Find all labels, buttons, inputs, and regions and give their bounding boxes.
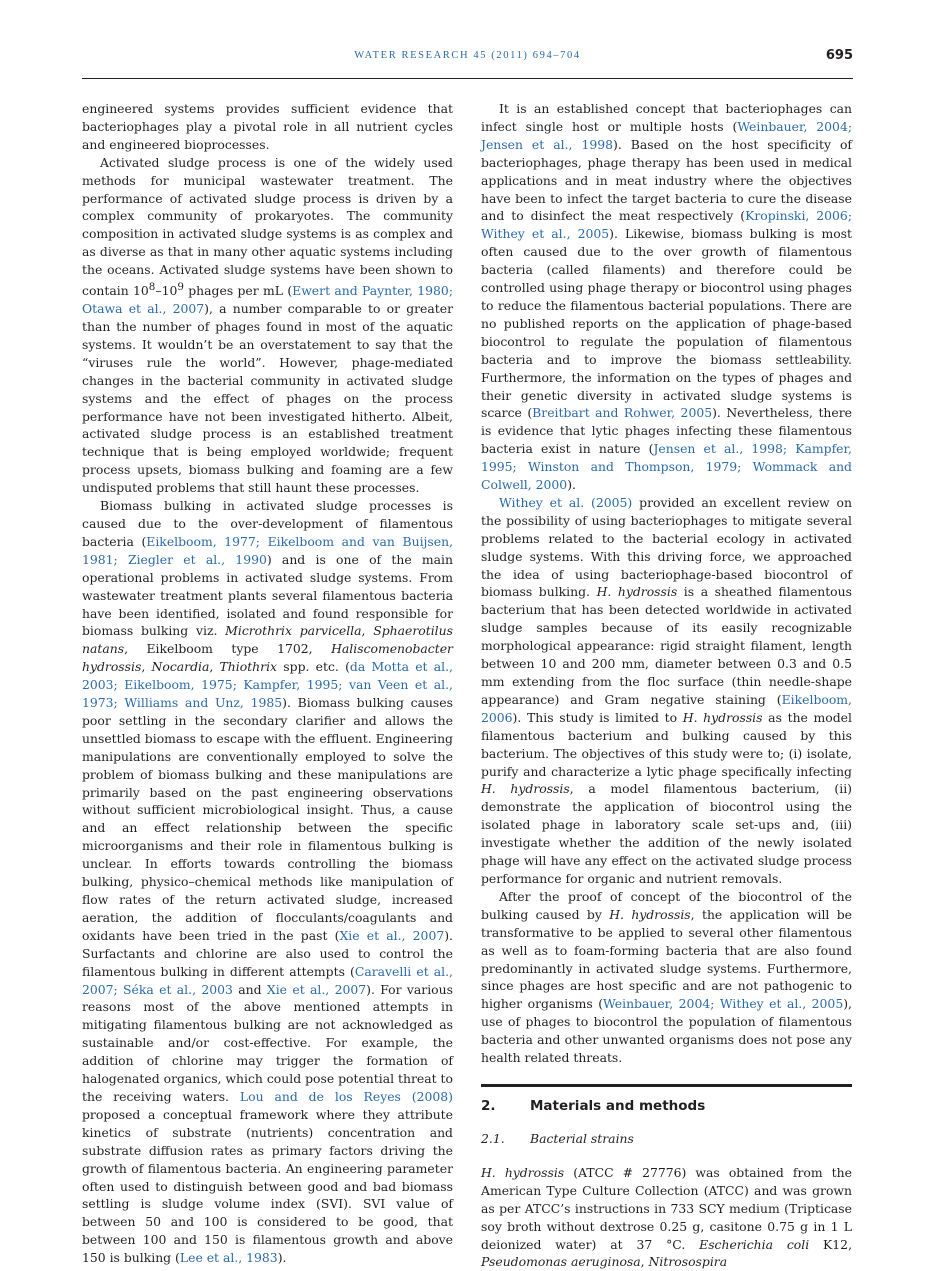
- paragraph: [82, 154, 453, 497]
- text-run: Activated sludge process is one of the widely used methods for municipal wastewater treatment. The performance of activated sludge process is driven by a complex community of prokaryotes. The community composition in activated sludge systems is as complex and as diverse as that in many other aquatic systems including the oceans. Activated sludge systems have been shown to contain 10: [82, 154, 453, 299]
- text-run: –10: [155, 283, 178, 299]
- running-head: WATER RESEARCH 45 (2011) 694–704: [354, 50, 581, 61]
- species-name: Haliscomenobacter hydrossis: [82, 641, 453, 675]
- text-run: , Eikelboom type 1702,: [124, 641, 332, 657]
- citation-link[interactable]: Xie et al., 2007: [266, 981, 367, 997]
- subsection-number: 2.1.: [481, 1130, 505, 1146]
- species-name: Microthrix parvicella: [225, 623, 362, 639]
- header-rule: [82, 78, 853, 79]
- page-number: 695: [825, 48, 853, 63]
- species-name: H. hydrossis: [609, 906, 691, 922]
- citation-link[interactable]: Xie et al., 2007: [339, 927, 445, 943]
- text-run: is a sheathed filamentous bacterium that has been detected worldwide in activated sludge samples because of its easily recognizable morphological appearance: rigid straight filament, length between 10 and 200 mm, diameter between 0.3 and 0.5 mm extending from the floc surface (thin needle-shape appearance) and Gram negative staining (: [481, 584, 852, 707]
- species-name: Thiothrix: [219, 659, 278, 675]
- text-run: ).: [277, 1250, 287, 1266]
- citation-link[interactable]: Eikelboom, 2006: [481, 691, 852, 725]
- text-run: , the application will be transformative to be applied to several other filamentous as well as to foam-forming bacteria that are also found predominantly in activated sludge systems. Furthermore, since phages are host specific and are not pathogenic to higher organisms (: [481, 906, 852, 1012]
- species-name: H. hydrossis: [682, 709, 763, 725]
- text-run: ), use of phages to biocontrol the population of filamentous bacteria and other unwanted organisms does not pose any health related threats.: [481, 996, 852, 1066]
- text-run: ).: [567, 477, 576, 493]
- text-run: , a model filamentous bacterium, (ii) demonstrate the application of biocontrol using the isolated phage in laboratory scale set-ups and, (iii) investigate whether the addition of the newly isolated phage will have any effect on the activated sludge process performance for organic and nutrient removals.: [481, 781, 852, 886]
- section-title: Materials and methods: [530, 1097, 706, 1114]
- text-run: ). This study is limited to: [512, 709, 683, 725]
- citation-link[interactable]: Ewert and Paynter, 1980; Otawa et al., 2007: [82, 283, 453, 317]
- text-run: provided an excellent review on the possibility of using bacteriophages to mitigate several problems related to the bacterial ecology in activated sludge systems. With this driving force, we approached the idea of using bacteriophage-based biocontrol of biomass bulking.: [481, 494, 852, 600]
- page-header: [82, 0, 853, 80]
- text-run: ). Biomass bulking causes poor settling in the secondary clarifier and allows the unsettled biomass to escape with the effluent. Engineering manipulations are conventionally employed to solve the problem of biomass bulking and these manipulations are primarily based on the past engineering observations without sufficient microbiological insight. Thus, a cause and an effect relationship between the specific microorganisms and their role in filamentous bulking is unclear. In efforts towards controlling the biomass bulking, physico–chemical methods like manipulation of flow rates of the return activated sludge, increased aeration, the addition of flocculants/coagulants and oxidants have been tried in the past (: [82, 695, 453, 943]
- paragraph: [481, 1164, 852, 1271]
- text-run: It is an established concept that bacteriophages can infect single host or multiple hosts (: [481, 101, 852, 134]
- section-rule: [481, 1084, 852, 1087]
- species-name: H. hydrossis: [481, 781, 570, 797]
- citation-link[interactable]: Kropinski, 2006; Withey et al., 2005: [481, 208, 852, 242]
- text-run: and: [232, 981, 267, 997]
- text-run: K12,: [809, 1236, 853, 1252]
- species-name: Pseudomonas aeruginosa: [481, 1254, 641, 1270]
- species-name: H. hydrossis: [481, 1164, 565, 1180]
- text-run: ), a number comparable to or greater than the number of phages found in most of the aquatic systems. It wouldn’t be an overstatement to say that the “viruses rule the world”. However, phage-mediated changes in the bacterial community in activated sludge systems and the effect of phages on the process performance have not been investigated hitherto. Albeit, activated sludge process is an established treatment technique that is being employed worldwide; frequent process upsets, biomass bulking and foaming are a few undisputed problems that still haunt these processes.: [82, 301, 454, 496]
- text-run: ). Likewise, biomass bulking is most often caused due to the over growth of filamentous bacteria (called filaments) and therefore could be controlled using phage therapy or biocontrol using phages to reduce the filamentous bacterial populations. There are no published reports on the application of phage-based biocontrol to regulate the population of filamentous bacteria and to improve the biomass settleability. Furthermore, the information on the types of phages and their genetic diversity in activated sludge systems is scarce (: [481, 226, 852, 421]
- species-name: H. hydrossis: [596, 584, 678, 600]
- text-run: ). For various reasons most of the above mentioned attempts in mitigating filamentous bulking are not acknowledged as sustainable and/or cost-effective. For example, the addition of chlorine may trigger the formation of halogenated organics, which could pose potential threat to the receiving waters.: [82, 981, 453, 1104]
- superscript: 9: [177, 281, 184, 294]
- left-column: [82, 100, 453, 1267]
- citation-link[interactable]: Lou and de los Reyes (2008): [239, 1088, 454, 1104]
- text-run: ,: [141, 659, 152, 675]
- text-run: as the model filamentous bacterium and bulking caused by this bacterium. The objectives of this study were to; (i) isolate, purify and characterize a lytic phage specifically infecting: [481, 709, 852, 779]
- citation-link[interactable]: da Motta et al., 2003; Eikelboom, 1975; Kampfer, 1995; van Veen et al., 1973; Williams and Unz, 1985: [82, 659, 453, 711]
- citation-link[interactable]: Jensen et al., 1998; Kampfer, 1995; Winston and Thompson, 1979; Wommack and Colwell, 2000: [481, 441, 852, 493]
- citation-link[interactable]: Weinbauer, 2004; Withey et al., 2005: [603, 996, 844, 1012]
- text-run: ,: [640, 1254, 649, 1270]
- text-run: ,: [209, 659, 220, 675]
- paragraph: [481, 888, 852, 1067]
- citation-link[interactable]: Weinbauer, 2004; Jensen et al., 1998: [481, 118, 853, 152]
- citation-link[interactable]: Lee et al., 1983: [179, 1250, 278, 1266]
- text-run: ). Nevertheless, there is evidence that lytic phages infecting these filamentous bacteria exist in nature (: [481, 405, 852, 457]
- text-run: ). Based on the host specificity of bacteriophages, phage therapy has been used in medical applications and in meat industry where the objectives have been to infect the target bacteria to cure the disease and to disinfect the meat respectively (: [481, 136, 853, 224]
- text-run: ,: [361, 623, 374, 639]
- text-run: After the proof of concept of the biocontrol of the bulking caused by: [481, 888, 852, 922]
- right-column: [481, 100, 852, 1271]
- text-run: phages per mL (: [183, 283, 293, 299]
- text-run: ). Surfactants and chlorine are also used to control the filamentous bulking in different attempts (: [82, 927, 453, 979]
- paragraph: [481, 100, 852, 494]
- citation-link[interactable]: Caravelli et al., 2007; Séka et al., 2003: [82, 963, 453, 997]
- superscript: 8: [148, 281, 156, 294]
- paragraph: [481, 494, 852, 888]
- text-run: engineered systems provides sufficient evidence that bacteriophages play a pivotal role in all nutrient cycles and engineered bioprocesses.: [82, 101, 453, 152]
- species-name: Escherichia coli: [699, 1236, 810, 1252]
- species-name: Nitrosospira: [648, 1254, 728, 1270]
- paragraph: [82, 497, 453, 1267]
- species-name: Sphaerotilus natans: [82, 623, 453, 657]
- subsection-title: Bacterial strains: [530, 1130, 634, 1146]
- text-run: (ATCC # 27776) was obtained from the American Type Culture Collection (ATCC) and was grown as per ATCC’s instructions in 733 SCY medium (Tripticase soy broth without dextrose 0.25 g, casitone 0.75 g in 1 L deionized water) at 37 °C.: [481, 1164, 852, 1252]
- citation-link[interactable]: Breitbart and Rohwer, 2005: [532, 405, 713, 421]
- paragraph: [82, 100, 453, 154]
- text-run: proposed a conceptual framework where they attribute kinetics of substrate (nutrients) concentration and substrate diffusion rates as primary factors driving the growth of filamentous bacteria. An engineering parameter often used to distinguish between good and bad biomass settling is sludge volume index (SVI). SVI value of between 50 and 100 is considered to be good, that between 100 and 150 is filamentous growth and above 150 is bulking (: [82, 1106, 453, 1266]
- species-name: Nocardia: [151, 659, 210, 675]
- text-run: ) and is one of the main operational problems in activated sludge systems. From wastewater treatment plants several filamentous bacteria have been identified, isolated and found responsible for biomass bulking viz.: [82, 551, 453, 639]
- citation-link[interactable]: Withey et al. (2005): [499, 494, 633, 510]
- citation-link[interactable]: Eikelboom, 1977; Eikelboom and van Buijsen, 1981; Ziegler et al., 1990: [82, 533, 453, 567]
- text-run: Biomass bulking in activated sludge processes is caused due to the over-development of filamentous bacteria (: [82, 498, 453, 549]
- text-run: spp. etc. (: [277, 659, 350, 675]
- subsection-heading: [481, 1130, 852, 1148]
- section-number: 2.: [481, 1097, 496, 1114]
- section-heading: [481, 1096, 852, 1116]
